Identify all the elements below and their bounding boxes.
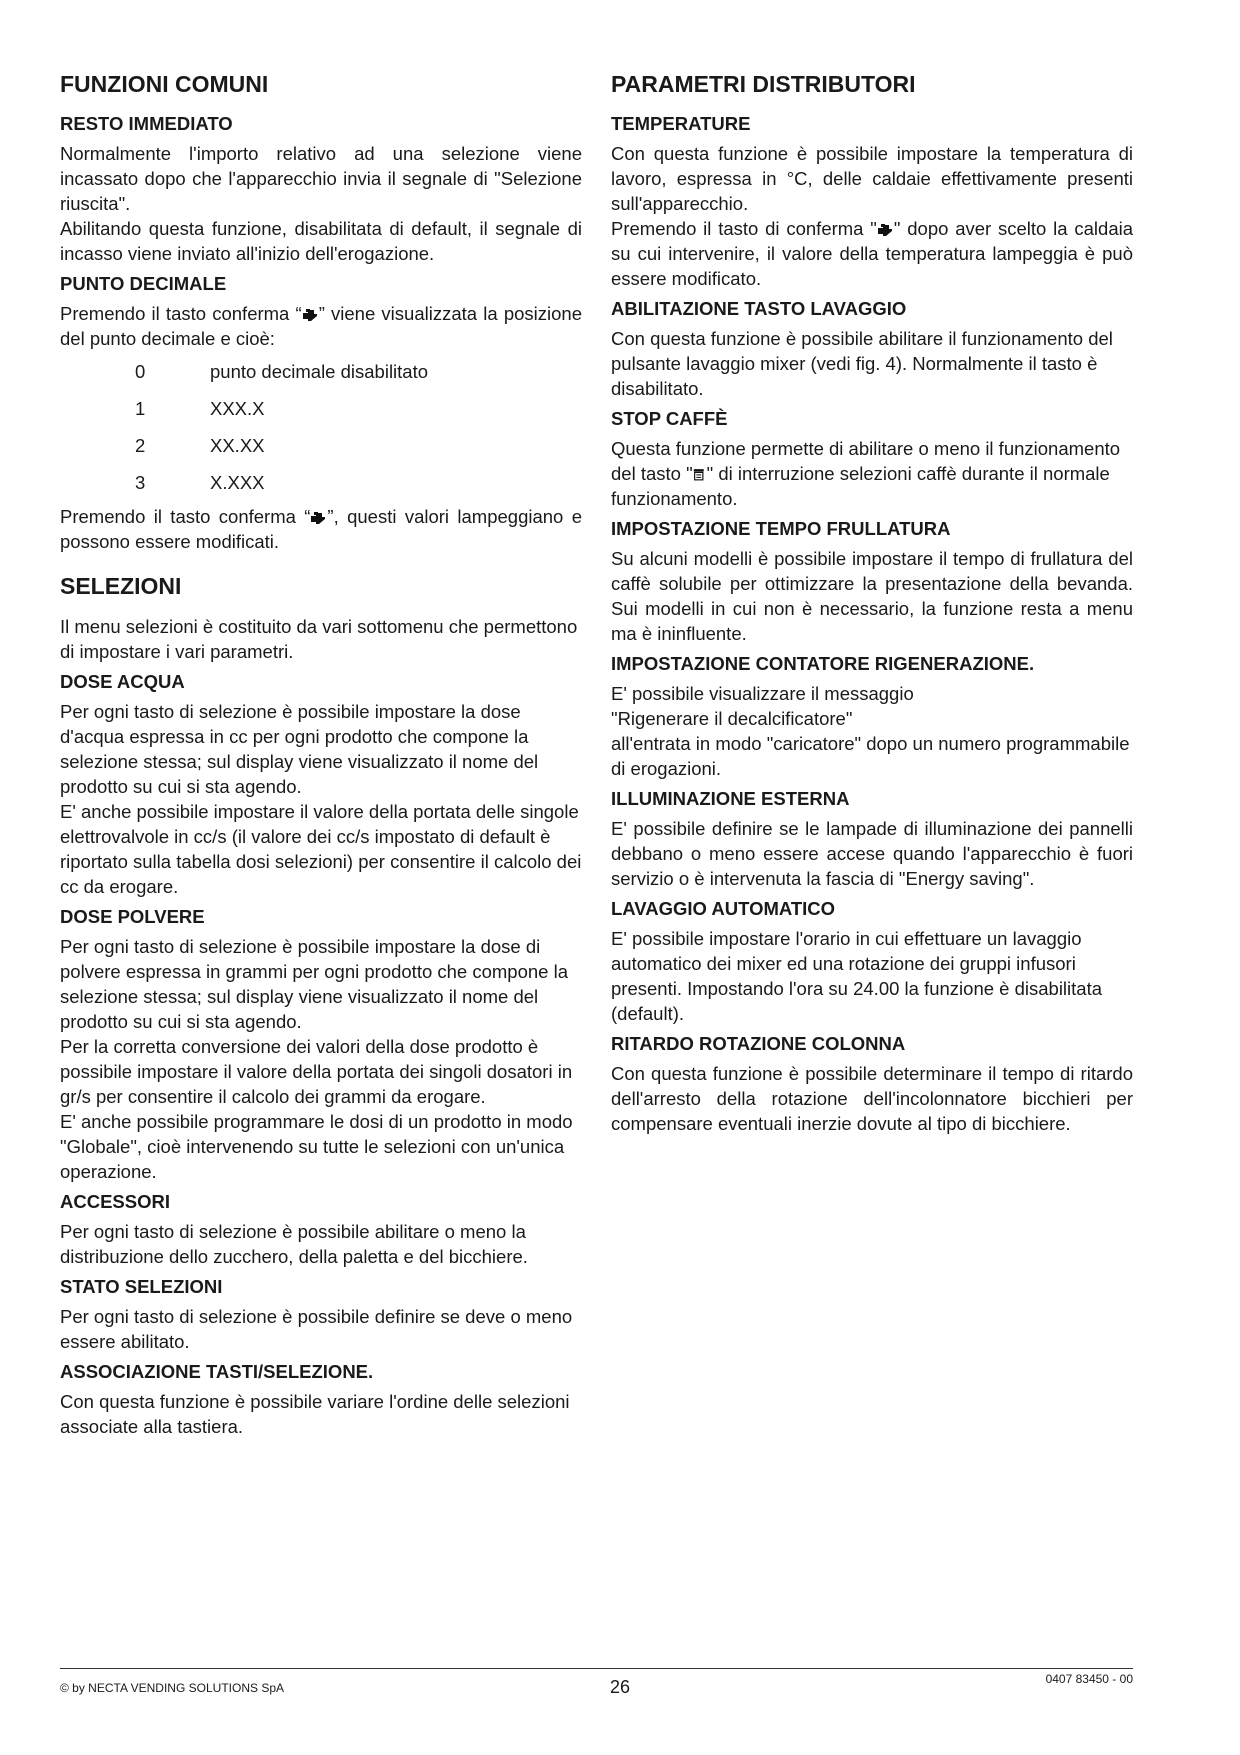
heading-resto-immediato: RESTO IMMEDIATO	[60, 113, 233, 134]
confirm-key-icon	[310, 510, 327, 525]
section-illuminazione	[611, 787, 1133, 891]
decimal-option-row	[60, 396, 582, 433]
resto-paragraph-1: Normalmente l'importo relativo ad una selezione viene incassato dopo che l'apparecchio invia il segnale di "Selezione riuscita".	[60, 143, 582, 214]
punto-intro-a: Premendo il tasto conferma “	[60, 303, 302, 324]
lavaggio-automatico-paragraph: E' possibile impostare l'orario in cui effettuare un lavaggio automatico dei mixer ed una rotazione dei gruppi infusori presenti. Impostando l'ora su 24.00 la funzione è disabilitata (default).	[611, 928, 1103, 1024]
stop-key-icon	[693, 467, 707, 482]
temperature-para2-b: " dopo aver scelto la caldaia su cui intervenire, il valore della temperatura lampeggia è può essere modificato.	[611, 218, 1134, 289]
contatore-line-3: all'entrata in modo "caricatore" dopo un numero programmabile di erogazioni.	[611, 733, 1130, 779]
heading-punto-decimale: PUNTO DECIMALE	[60, 273, 227, 294]
dose-polvere-paragraph-1: Per ogni tasto di selezione è possibile impostare la dose di polvere espressa in grammi per ogni prodotto che compone la selezione stessa; sul display viene visualizzato il nome del prodotto su cui si sta agendo.	[60, 936, 569, 1032]
frullatura-paragraph: Su alcuni modelli è possibile impostare il tempo di frullatura del caffè solubile per ottimizzare la presentazione della bevanda. Sui modelli in cui non è necessario, la funzione resta a menu ma è ininfluente.	[611, 548, 1133, 644]
left-column	[60, 64, 582, 1442]
footer-divider	[60, 1668, 1133, 1669]
decimal-option-row	[60, 470, 582, 498]
section-stop-caffe	[611, 407, 1133, 511]
page-number: 26	[609, 1677, 631, 1697]
heading-contatore: IMPOSTAZIONE CONTATORE RIGENERAZIONE.	[611, 653, 1035, 674]
dose-polvere-paragraph-3: E' anche possibile programmare le dosi di un prodotto in modo "Globale", cioè intervenendo su tutte le selezioni con un'unica operazione.	[60, 1111, 573, 1182]
selezioni-intro: Il menu selezioni è costituito da vari sottomenu che permettono di impostare i vari parametri.	[60, 616, 578, 662]
decimal-options-table	[60, 359, 582, 498]
footer-copyright: © by NECTA VENDING SOLUTIONS SpA	[60, 1681, 285, 1695]
heading-abilitazione-lavaggio: ABILITAZIONE TASTO LAVAGGIO	[611, 298, 907, 319]
heading-temperature: TEMPERATURE	[611, 113, 751, 134]
section-contatore	[611, 652, 1133, 781]
resto-paragraph-2: Abilitando questa funzione, disabilitata di default, il segnale di incasso viene inviato all'inizio dell'erogazione.	[60, 218, 582, 264]
section-resto-immediato	[60, 112, 582, 266]
stop-para-b: " di interruzione selezioni caffè durante il normale funzionamento.	[611, 463, 1110, 509]
confirm-key-icon	[302, 307, 319, 322]
option-desc: XXX.X	[210, 398, 265, 419]
heading-accessori: ACCESSORI	[60, 1191, 170, 1212]
punto-outro-a: Premendo il tasto conferma “	[60, 506, 311, 527]
document-code: 0407 83450 - 00	[1045, 1672, 1133, 1686]
punto-intro-b: ” viene visualizzata la posizione del punto decimale e cioè:	[60, 303, 582, 349]
heading-illuminazione: ILLUMINAZIONE ESTERNA	[611, 788, 850, 809]
punto-intro	[60, 301, 582, 351]
section-title-parametri: PARAMETRI DISTRIBUTORI	[611, 71, 916, 97]
heading-dose-polvere: DOSE POLVERE	[60, 906, 205, 927]
section-associazione	[60, 1360, 582, 1439]
stop-caffe-paragraph	[611, 436, 1133, 511]
dose-acqua-paragraph-1: Per ogni tasto di selezione è possibile impostare la dose d'acqua espressa in cc per ogni prodotto che compone la selezione stessa; sul display viene visualizzato il nome del prodotto su cui si sta agendo.	[60, 701, 539, 797]
decimal-option-row	[60, 433, 582, 470]
dose-polvere-paragraph-2: Per la corretta conversione dei valori della dose prodotto è possibile impostare il valore della portata dei singoli dosatori in gr/s per consentire il calcolo dei grammi da erogare.	[60, 1036, 573, 1107]
section-title-funzioni-comuni: FUNZIONI COMUNI	[60, 71, 269, 97]
accessori-paragraph: Per ogni tasto di selezione è possibile abilitare o meno la distribuzione dello zucchero, della paletta e del bicchiere.	[60, 1221, 528, 1267]
section-accessori	[60, 1190, 582, 1269]
option-desc: XX.XX	[210, 435, 265, 456]
right-column	[611, 64, 1133, 1139]
section-temperature	[611, 112, 1133, 291]
heading-associazione: ASSOCIAZIONE TASTI/SELEZIONE.	[60, 1361, 374, 1382]
punto-outro	[60, 504, 582, 554]
option-code: 2	[135, 435, 146, 456]
temperature-paragraph-1: Con questa funzione è possibile impostare la temperatura di lavoro, espressa in °C, delle caldaie effettivamente presenti sull'apparecchio.	[611, 143, 1133, 214]
section-stato-selezioni	[60, 1275, 582, 1354]
contatore-line-1: E' possibile visualizzare il messaggio	[611, 683, 914, 704]
option-code: 1	[135, 398, 146, 419]
heading-stop-caffe: STOP CAFFÈ	[611, 408, 728, 429]
confirm-key-icon	[877, 222, 894, 237]
associazione-paragraph: Con questa funzione è possibile variare l'ordine delle selezioni associate alla tastiera.	[60, 1391, 570, 1437]
abilitazione-lavaggio-paragraph: Con questa funzione è possibile abilitare il funzionamento del pulsante lavaggio mixer (vedi fig. 4). Normalmente il tasto è disabilitato.	[611, 328, 1113, 399]
section-abilitazione-lavaggio	[611, 297, 1133, 401]
option-code: 3	[135, 472, 146, 493]
temperature-paragraph-2	[611, 216, 1133, 291]
section-lavaggio-automatico	[611, 897, 1133, 1026]
stop-para-a: Questa funzione permette di abilitare o meno il funzionamento del tasto "	[611, 438, 1121, 484]
contatore-line-2: "Rigenerare il decalcificatore"	[611, 708, 853, 729]
section-punto-decimale	[60, 272, 582, 554]
section-dose-polvere	[60, 905, 582, 1184]
section-dose-acqua	[60, 670, 582, 899]
section-frullatura	[611, 517, 1133, 646]
punto-outro-b: ”, questi valori lampeggiano e possono essere modificati.	[60, 506, 582, 552]
heading-dose-acqua: DOSE ACQUA	[60, 671, 185, 692]
option-desc: punto decimale disabilitato	[210, 361, 429, 382]
stato-paragraph: Per ogni tasto di selezione è possibile definire se deve o meno essere abilitato.	[60, 1306, 573, 1352]
heading-ritardo-rotazione: RITARDO ROTAZIONE COLONNA	[611, 1033, 906, 1054]
decimal-option-row	[60, 359, 582, 396]
option-desc: X.XXX	[210, 472, 265, 493]
section-ritardo-rotazione	[611, 1032, 1133, 1136]
dose-acqua-paragraph-2: E' anche possibile impostare il valore della portata delle singole elettrovalvole in cc/s (il valore dei cc/s impostato di default è riportato sulla tabella dosi selezioni) per consentire il calcolo dei cc da erogare.	[60, 801, 582, 897]
section-title-selezioni: SELEZIONI	[60, 573, 182, 599]
illuminazione-paragraph: E' possibile definire se le lampade di illuminazione dei pannelli debbano o meno essere accese quando l'apparecchio è fuori servizio o è intervenuta la fascia di "Energy saving".	[611, 818, 1133, 889]
heading-stato-selezioni: STATO SELEZIONI	[60, 1276, 223, 1297]
temperature-para2-a: Premendo il tasto di conferma "	[611, 218, 877, 239]
option-code: 0	[135, 361, 146, 382]
heading-frullatura: IMPOSTAZIONE TEMPO FRULLATURA	[611, 518, 951, 539]
heading-lavaggio-automatico: LAVAGGIO AUTOMATICO	[611, 898, 836, 919]
ritardo-paragraph: Con questa funzione è possibile determinare il tempo di ritardo dell'arresto della rotazione dell'incolonnatore bicchieri per compensare eventuali inerzie dovute al tipo di bicchiere.	[611, 1063, 1133, 1134]
